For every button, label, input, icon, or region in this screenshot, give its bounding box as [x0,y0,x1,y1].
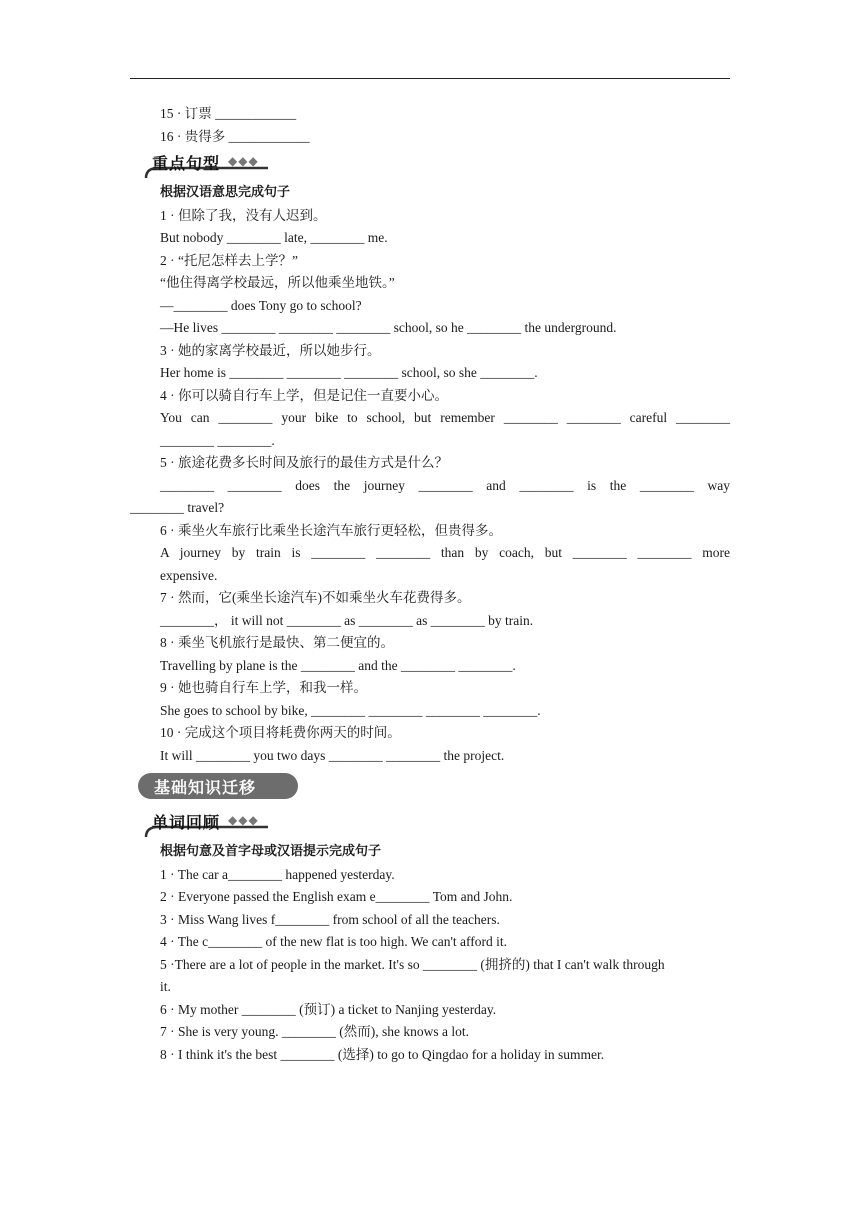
section-banner-word-review [142,807,730,841]
answer-line: Her home is ________ ________ ________ school, so she ________. [160,365,538,380]
question-line: 7 · 然而，它(乘坐长途汽车)不如乘坐火车花费得多。 [160,590,471,605]
question-line: 6 · 乘坐火车旅行比乘坐长途汽车旅行更轻松，但贵得多。 [160,522,502,538]
question-line: 8 · 乘坐飞机旅行是最快、第二便宜的。 [160,635,394,650]
section-instruction: 根据句意及首字母或汉语提示完成句子 [160,844,382,859]
question-line: 4 · 你可以骑自行车上学，但是记住一直要小心。 [160,387,448,403]
answer-line: ________ ________. [160,432,275,448]
question-line: 5 · 旅途花费多长时间及旅行的最佳方式是什么？ [160,455,448,470]
section-title: 重点句型 [152,154,221,173]
exercise-line: 6 · My mother ________ (预订) a ticket to Nanjing yesterday. [160,1001,497,1017]
worksheet-content [130,103,730,1066]
section-banner-transfer [138,767,730,807]
answer-line: You can ________ your bike to school, but remember ________ ________ careful ________ [160,410,730,425]
exercise-line: 3 · Miss Wang lives f________ from school of all the teachers. [160,911,500,927]
question-line: 10 · 完成这个项目将耗费你两天的时间。 [160,725,401,740]
answer-line: Travelling by plane is the ________ and the ________ ________. [160,657,516,673]
question-line: 2 · “托尼怎样去上学？” [160,252,298,268]
answer-line: It will ________ you two days ________ ________ the project. [160,747,505,763]
section-title: 单词回顾 [152,813,221,832]
question-line: 9 · 她也骑自行车上学，和我一样。 [160,680,367,695]
answer-line: She goes to school by bike, ________ ________ ________ ________. [160,702,541,718]
answer-line: ________ travel? [130,500,225,515]
section-instruction: 根据汉语意思完成句子 [160,185,291,200]
answer-line: But nobody ________ late, ________ me. [160,230,388,245]
list-item: 16 · 贵得多 ____________ [160,128,310,144]
answer-line: —He lives ________ ________ ________ school, so he ________ the underground. [160,320,617,335]
exercise-line: 2 · Everyone passed the English exam e________ Tom and John. [160,889,513,904]
answer-line: ________ ________ does the journey ________ and ________ is the ________ way [160,477,730,493]
answer-line: A journey by train is ________ ________ than by coach, but ________ ________ more [160,545,730,560]
question-line: 3 · 她的家离学校最近，所以她步行。 [160,342,381,358]
question-line: “他住得离学校最远，所以他乘坐地铁。” [160,275,395,290]
answer-line: ________， it will not ________ as ________ as ________ by train. [160,612,534,628]
question-line: 1 · 但除了我，没有人迟到。 [160,207,327,223]
section-title: 基础知识迁移 [154,778,257,797]
answer-line: expensive. [160,567,218,583]
list-item: 15 · 订票 ____________ [160,106,297,121]
answer-line: —________ does Tony go to school? [160,297,362,313]
section-banner-key-sentences [142,148,730,182]
exercise-line: 4 · The c________ of the new flat is too high. We can't afford it. [160,934,508,949]
exercise-line: 7 · She is very young. ________ (然而), she knows a lot. [160,1024,469,1039]
exercise-line: it. [160,979,171,994]
top-rule [130,78,730,79]
exercise-line: 8 · I think it's the best ________ (选择) to go to Qingdao for a holiday in summer. [160,1046,605,1062]
diamond-icons: ◆◆◆ [228,813,259,827]
diamond-icons: ◆◆◆ [228,154,259,168]
exercise-line: 5 ·There are a lot of people in the market. It's so ________ (拥挤的) that I can't walk through [160,956,665,972]
exercise-line: 1 · The car a________ happened yesterday. [160,866,395,882]
